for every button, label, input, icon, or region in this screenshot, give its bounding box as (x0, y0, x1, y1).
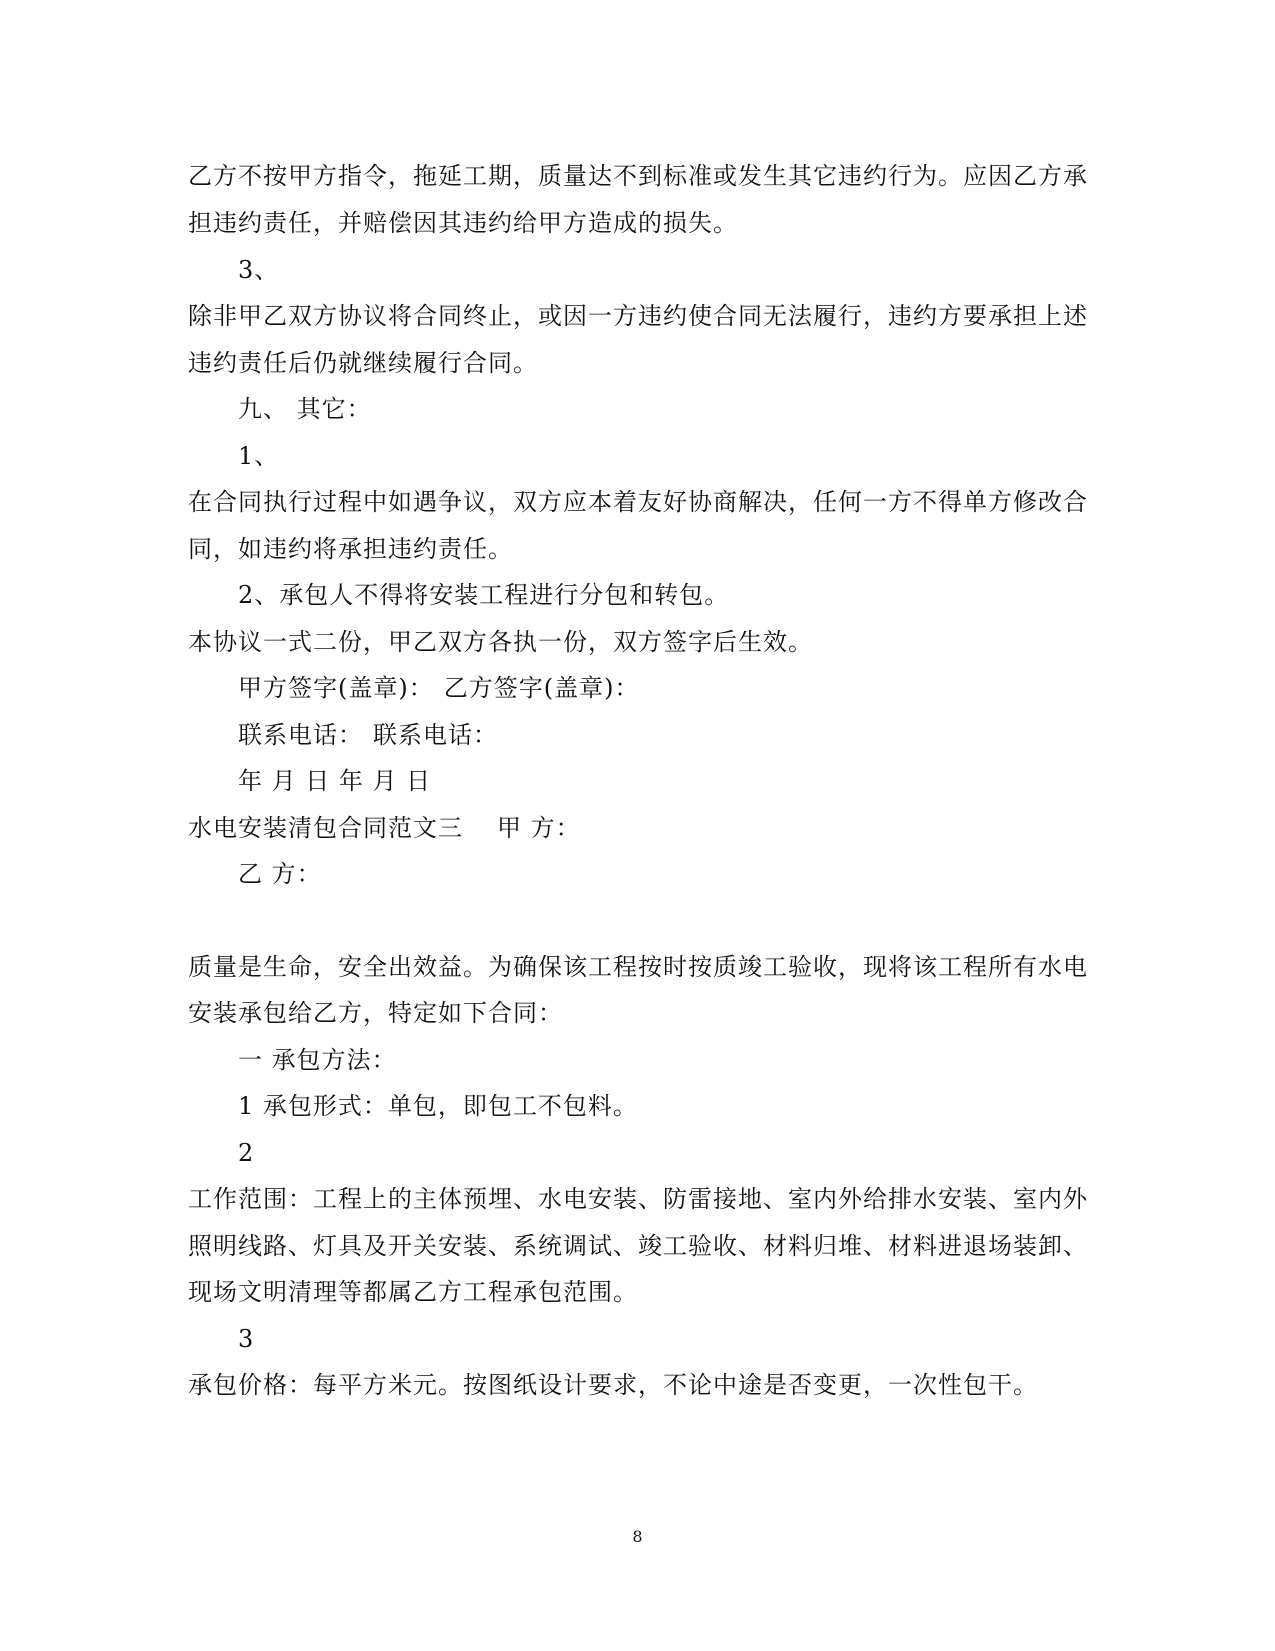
text-line: 照明线路、灯具及开关安装、系统调试、竣工验收、材料归堆、材料进退场装卸、 (188, 1232, 1088, 1260)
text-line: 承包价格：每平方米元。按图纸设计要求，不论中途是否变更，一次性包干。 (188, 1371, 1038, 1399)
clause-number: 2 (238, 1139, 255, 1167)
text-line: 乙方不按甲方指令，拖延工期，质量达不到标准或发生其它违约行为。应因乙方承 (188, 162, 1088, 190)
page-number: 8 (632, 1527, 643, 1546)
clause-number: 3、 (238, 256, 280, 284)
title-row (188, 812, 581, 844)
text-line: 安装承包给乙方，特定如下合同： (188, 999, 563, 1027)
text-line: 现场文明清理等都属乙方工程承包范围。 (188, 1278, 638, 1306)
section-heading: 一 承包方法： (238, 1046, 397, 1074)
party-a-label: 甲 方： (497, 814, 581, 842)
party-b-phone-label: 联系电话： (373, 721, 498, 749)
signature-row (238, 672, 639, 704)
text-line: 除非甲乙双方协议将合同终止，或因一方违约使合同无法履行，违约方要承担上述 (188, 302, 1088, 330)
section-heading: 九、 其它： (238, 395, 372, 423)
text-line: 担违约责任，并赔偿因其违约给甲方造成的损失。 (188, 209, 738, 237)
text-line: 1 承包形式：单包，即包工不包料。 (238, 1092, 638, 1120)
text-line: 在合同执行过程中如遇争议，双方应本着友好协商解决，任何一方不得单方修改合 (188, 488, 1088, 516)
party-b-signature-label: 乙方签字(盖章)： (443, 674, 640, 702)
text-line: 违约责任后仍就继续履行合同。 (188, 349, 538, 377)
party-b-label: 乙 方： (238, 860, 322, 888)
document-title: 水电安装清包合同范文三 (188, 814, 463, 842)
text-line: 质量是生命，安全出效益。为确保该工程按时按质竣工验收，现将该工程所有水电 (188, 953, 1088, 981)
text-line: 2、承包人不得将安装工程进行分包和转包。 (238, 581, 730, 609)
party-a-signature-label: 甲方签字(盖章)： (238, 674, 434, 702)
clause-number: 1、 (238, 442, 280, 470)
text-line: 工作范围：工程上的主体预埋、水电安装、防雷接地、室内外给排水安装、室内外 (188, 1185, 1088, 1213)
phone-row (238, 719, 498, 751)
clause-number: 3 (238, 1325, 255, 1353)
date-row: 年 月 日 年 月 日 (238, 767, 432, 795)
text-line: 同，如违约将承担违约责任。 (188, 535, 513, 563)
text-line: 本协议一式二份，甲乙双方各执一份，双方签字后生效。 (188, 628, 813, 656)
party-a-phone-label: 联系电话： (238, 721, 363, 749)
